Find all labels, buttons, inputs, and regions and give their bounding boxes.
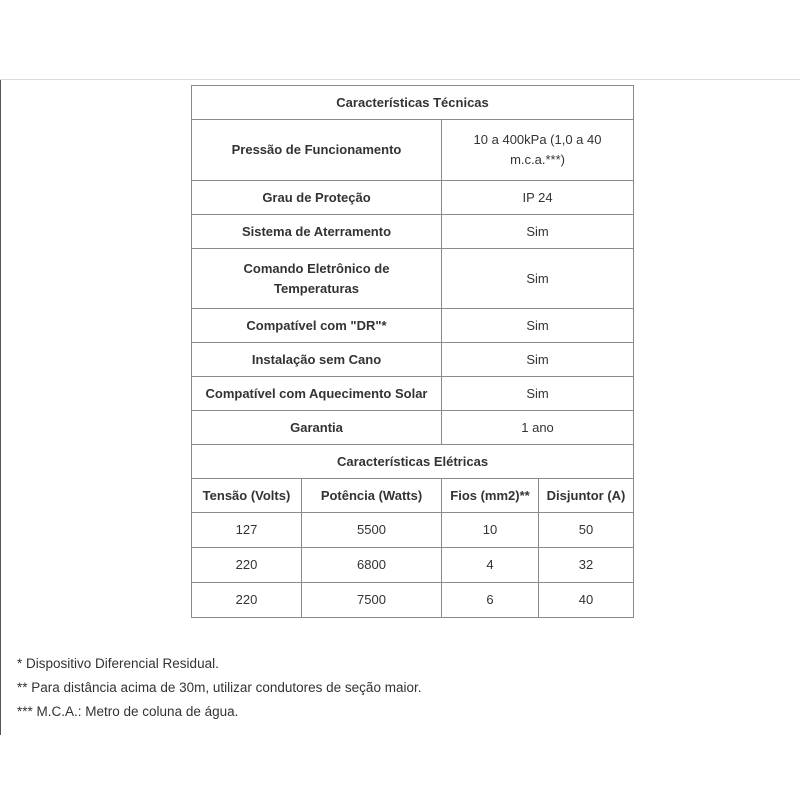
breaker-cell: 32 [539, 548, 634, 583]
spec-value: Sim [442, 309, 634, 343]
technical-title: Características Técnicas [192, 86, 634, 120]
voltage-cell: 220 [192, 548, 302, 583]
breaker-cell: 50 [539, 513, 634, 548]
column-header: Disjuntor (A) [539, 479, 634, 513]
table-row [192, 583, 634, 618]
column-header: Potência (Watts) [302, 479, 442, 513]
table-row [192, 181, 634, 215]
table-row [192, 120, 634, 181]
wire-cell: 10 [442, 513, 539, 548]
spec-label: Garantia [192, 411, 442, 445]
specs-table [191, 85, 634, 618]
spec-label: Grau de Proteção [192, 181, 442, 215]
power-cell: 6800 [302, 548, 442, 583]
spec-value: Sim [442, 343, 634, 377]
technical-header-row [192, 86, 634, 120]
spec-value: Sim [442, 377, 634, 411]
table-row [192, 513, 634, 548]
column-header: Tensão (Volts) [192, 479, 302, 513]
footnotes [17, 652, 421, 724]
footnote: ** Para distância acima de 30m, utilizar condutores de seção maior. [17, 680, 422, 695]
spec-label: Compatível com "DR"* [192, 309, 442, 343]
spec-label: Pressão de Funcionamento [192, 120, 442, 181]
electrical-column-headers [192, 479, 634, 513]
voltage-cell: 127 [192, 513, 302, 548]
table-row [192, 343, 634, 377]
power-cell: 7500 [302, 583, 442, 618]
top-divider [0, 79, 800, 80]
table-row [192, 309, 634, 343]
table-row [192, 548, 634, 583]
voltage-cell: 220 [192, 583, 302, 618]
spec-label: Instalação sem Cano [192, 343, 442, 377]
spec-value: 10 a 400kPa (1,0 a 40 m.c.a.***) [442, 120, 634, 181]
wire-cell: 4 [442, 548, 539, 583]
column-header: Fios (mm2)** [442, 479, 539, 513]
table-row [192, 377, 634, 411]
table-row [192, 411, 634, 445]
table-row [192, 249, 634, 309]
spec-value: 1 ano [442, 411, 634, 445]
spec-value: IP 24 [442, 181, 634, 215]
left-divider [0, 80, 1, 735]
electrical-header-row [192, 445, 634, 479]
breaker-cell: 40 [539, 583, 634, 618]
spec-label: Sistema de Aterramento [192, 215, 442, 249]
spec-label: Comando Eletrônico de Temperaturas [192, 249, 442, 309]
electrical-title: Características Elétricas [192, 445, 634, 479]
wire-cell: 6 [442, 583, 539, 618]
spec-value: Sim [442, 215, 634, 249]
power-cell: 5500 [302, 513, 442, 548]
spec-value: Sim [442, 249, 634, 309]
table-row [192, 215, 634, 249]
footnote: *** M.C.A.: Metro de coluna de água. [17, 704, 239, 719]
spec-label: Compatível com Aquecimento Solar [192, 377, 442, 411]
footnote: * Dispositivo Diferencial Residual. [17, 656, 219, 671]
